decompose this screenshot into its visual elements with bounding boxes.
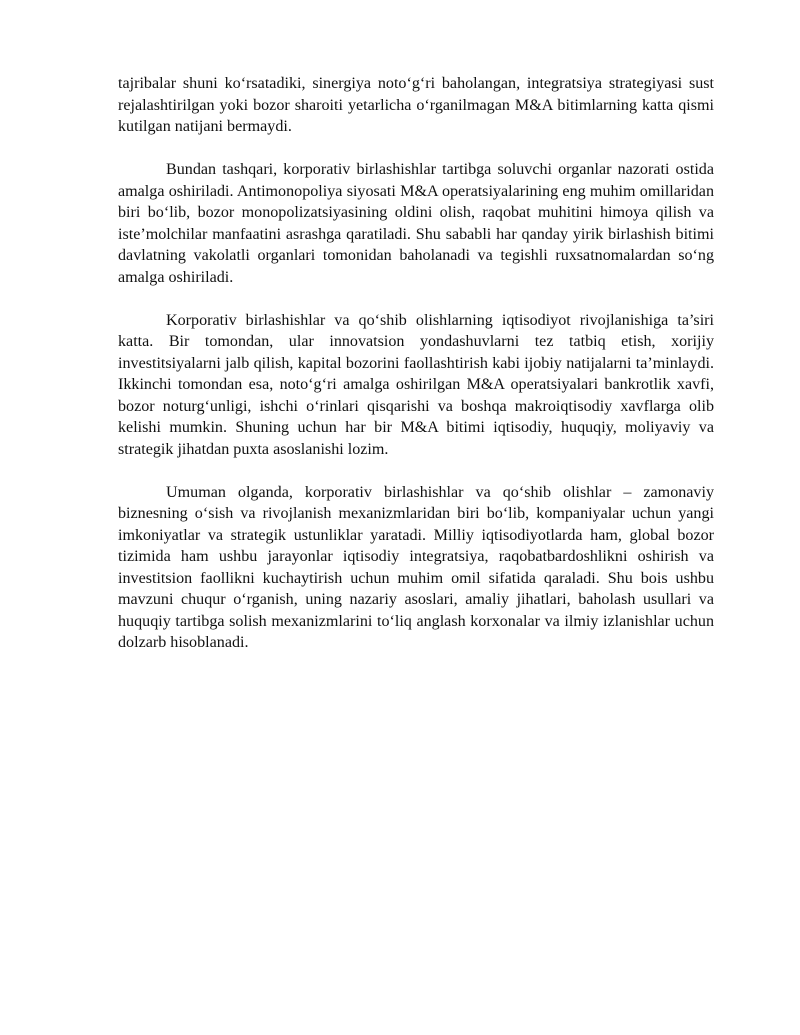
paragraph-1: tajribalar shuni ko‘rsatadiki, sinergiya noto‘g‘ri baholangan, integratsiya strategiyasi sust rejalashtirilgan yoki bozor sharoiti yetarlicha o‘rganilmagan M&A bitimlarning katta qismi kutilgan natijani bermaydi.: [118, 75, 714, 135]
paragraph-3: Korporativ birlashishlar va qo‘shib olishlarning iqtisodiyot rivojlanishiga ta’siri katta. Bir tomondan, ular innovatsion yondashuvlarni tez tatbiq etish, xorijiy investitsiyalarni jalb qilish, kapital bozorini faollashtirish kabi ijobiy natijalarni ta’minlaydi. Ikkinchi tomondan esa, noto‘g‘ri amalga oshirilgan M&A operatsiyalari bankrotlik xavfi, bozor noturg‘unligi, ishchi o‘rinlari qisqarishi va boshqa makroiqtisodiy xavflarga olib kelishi mumkin. Shuning uchun har bir M&A bitimi iqtisodiy, huquqiy, moliyaviy va strategik jihatdan puxta asoslanishi lozim.: [118, 311, 714, 458]
document-body: [118, 73, 714, 675]
paragraph-4: Umuman olganda, korporativ birlashishlar va qo‘shib olishlar – zamonaviy biznesning o‘sish va rivojlanish mexanizmlaridan biri bo‘lib, kompaniyalar uchun yangi imkoniyatlar va strategik ustunliklar yaratadi. Milliy iqtisodiyotlarda ham, global bozor tizimida ham ushbu jarayonlar iqtisodiy integratsiya, raqobatbardoshlikni oshirish va investitsion faollikni kuchaytirish uchun muhim omil sifatida qaraladi. Shu bois ushbu mavzuni chuqur o‘rganish, uning nazariy asoslari, amaliy jihatlari, baholash usullari va huquqiy tartibga solish mexanizmlarini to‘liq anglash korxonalar va ilmiy izlanishlar uchun dolzarb hisoblanadi.: [118, 483, 714, 651]
paragraph-2: Bundan tashqari, korporativ birlashishlar tartibga soluvchi organlar nazorati ostida amalga oshiriladi. Antimonopoliya siyosati M&A operatsiyalarining eng muhim omillaridan biri bo‘lib, bozor monopolizatsiyasining oldini olish, raqobat muhitini himoya qilish va iste’molchilar manfaatini asrashga qaratiladi. Shu sababli har qanday yirik birlashish bitimi davlatning vakolatli organlari tomonidan baholanadi va tegishli ruxsatnomalardan so‘ng amalga oshiriladi.: [118, 161, 714, 286]
